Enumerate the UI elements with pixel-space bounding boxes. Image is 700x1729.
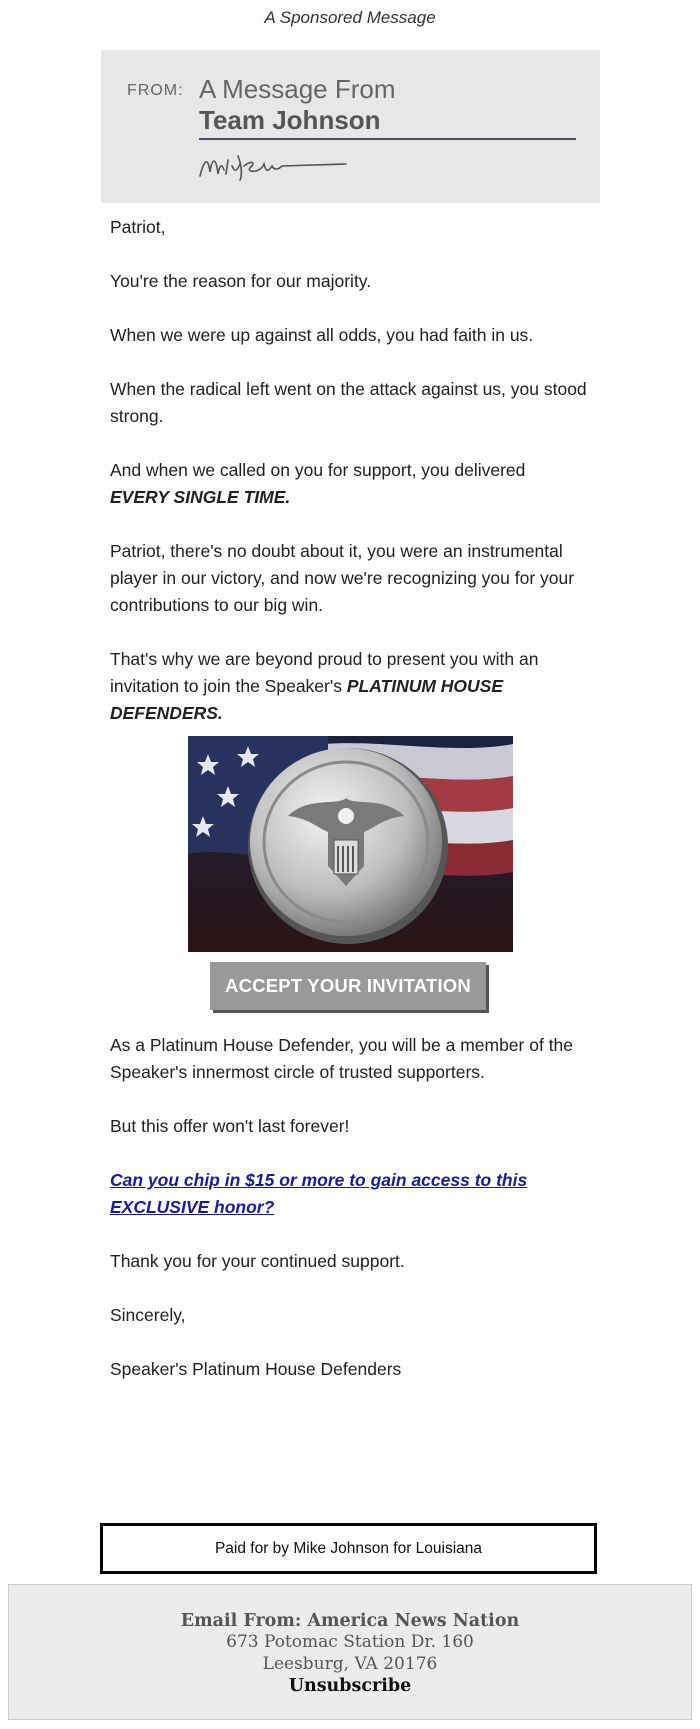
email-footer <box>8 1584 692 1720</box>
platinum-coin-image[interactable] <box>188 736 513 952</box>
emphasis-text: PLATINUM HOUSE DEFENDERS. <box>110 676 504 723</box>
letter-body-continued <box>110 1032 600 1410</box>
paragraph <box>110 457 600 511</box>
paragraph-text: Patriot, there's no doubt about it, you were an instrumental player in our victory, and now we're recognizing you for your contributions to our big win. <box>110 541 575 615</box>
sender-header-banner <box>101 50 600 203</box>
paid-for-disclaimer: Paid for by Mike Johnson for Louisiana <box>100 1523 597 1574</box>
paragraph <box>110 646 600 727</box>
from-label: FROM: <box>127 82 184 99</box>
header-divider <box>199 138 576 140</box>
paragraph: But this offer won't last forever! <box>110 1116 350 1136</box>
paragraph: Thank you for your continued support. <box>110 1251 405 1271</box>
sponsored-label: A Sponsored Message <box>264 8 436 27</box>
accept-invitation-button[interactable]: ACCEPT YOUR INVITATION <box>210 962 486 1010</box>
emphasis-text: EVERY SINGLE TIME. <box>110 487 291 507</box>
unsubscribe-link[interactable]: Unsubscribe <box>288 1676 412 1696</box>
paragraph: When we were up against all odds, you had faith in us. <box>110 325 534 345</box>
handwritten-signature <box>198 146 358 186</box>
greeting: Patriot, <box>110 217 166 237</box>
footer-sender: Email From: America News Nation <box>180 1611 520 1631</box>
paragraph: As a Platinum House Defender, you will be a member of the Speaker's innermost circle of trusted supporters. <box>110 1035 574 1082</box>
donate-link[interactable]: Can you chip in $15 or more to gain access to this EXCLUSIVE honor? <box>110 1170 528 1217</box>
paragraph: When the radical left went on the attack against us, you stood strong. <box>110 379 587 426</box>
footer-address-line1: 673 Potomac Station Dr. 160 <box>226 1632 474 1652</box>
sender-title-line1: A Message From <box>199 74 396 104</box>
closing: Sincerely, <box>110 1305 186 1325</box>
paragraph-text: And when we called on you for support, you delivered <box>110 460 526 480</box>
coin-flag-illustration <box>188 736 513 952</box>
paragraph <box>110 538 600 619</box>
letter-body <box>110 214 600 754</box>
paragraph: You're the reason for our majority. <box>110 271 372 291</box>
paragraph-text: That's why we are beyond proud to present you with an invitation to join the Speaker's <box>110 649 539 696</box>
sender-title-line2: Team Johnson <box>199 105 381 135</box>
paragraph <box>110 1167 600 1221</box>
signoff: Speaker's Platinum House Defenders <box>110 1359 402 1379</box>
footer-address-line2: Leesburg, VA 20176 <box>262 1654 438 1674</box>
